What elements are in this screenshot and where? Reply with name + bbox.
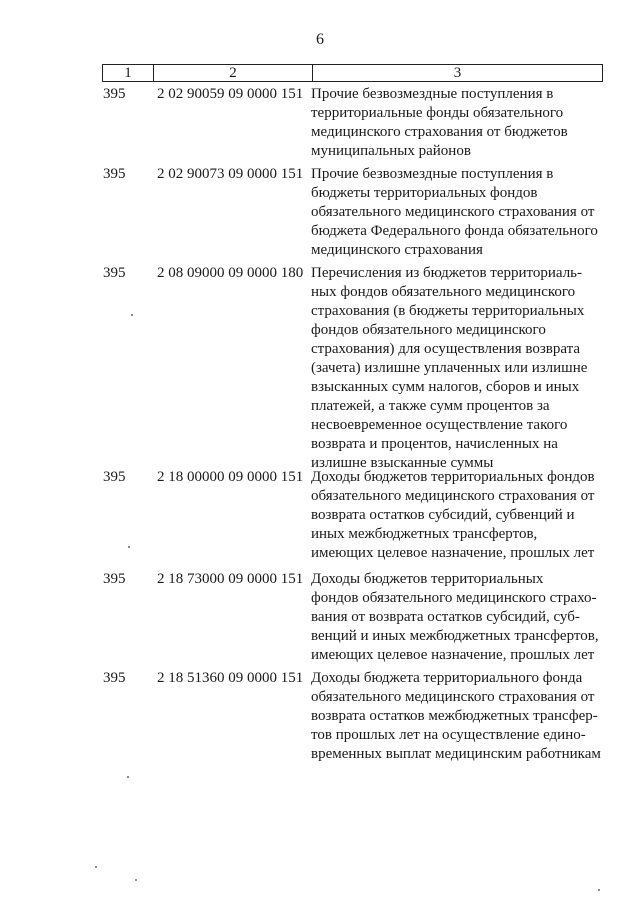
description-line: возврата и процентов, начисленных на <box>311 436 558 452</box>
description-line: Прочие безвозмездные поступления в <box>311 166 554 182</box>
admin-code: 395 <box>103 265 126 281</box>
description-line: несвоевременное осуществление такого <box>311 417 568 433</box>
description-line: страхования (в бюджеты территориальных <box>311 303 585 319</box>
budget-classification-code: 2 18 00000 09 0000 151 <box>157 469 304 485</box>
description-line: возврата остатков межбюджетных трансфер- <box>311 708 598 724</box>
admin-code: 395 <box>103 86 126 102</box>
column-header-1: 1 <box>103 65 154 82</box>
description-line: Прочие безвозмездные поступления в <box>311 86 554 102</box>
income-description <box>311 165 601 260</box>
description-line: иных межбюджетных трансфертов, <box>311 526 538 542</box>
scan-speck <box>131 314 133 316</box>
admin-code: 395 <box>103 469 126 485</box>
column-header-2: 2 <box>154 65 313 82</box>
scan-speck <box>95 866 97 868</box>
description-line: Перечисления из бюджетов территориаль- <box>311 265 583 281</box>
description-line: муниципальных районов <box>311 143 471 159</box>
description-line: имеющих целевое назначение, прошлых лет <box>311 647 595 663</box>
budget-classification-code: 2 18 73000 09 0000 151 <box>157 571 304 587</box>
column-header-table <box>102 64 603 82</box>
column-header-3: 3 <box>313 65 603 82</box>
description-line: платежей, а также сумм процентов за <box>311 398 550 414</box>
description-line: фондов обязательного медицинского страхо- <box>311 590 597 606</box>
description-line: страхования) для осуществления возврата <box>311 341 581 357</box>
description-line: Доходы бюджета территориального фонда <box>311 670 583 686</box>
scan-speck <box>135 879 137 881</box>
description-line: (зачета) излишне уплаченных или излишне <box>311 360 588 376</box>
scan-speck <box>598 889 600 891</box>
budget-classification-code: 2 18 51360 09 0000 151 <box>157 670 304 686</box>
description-line: обязательного медицинского страхования от <box>311 204 595 220</box>
description-line: территориальные фонды обязательного <box>311 105 564 121</box>
description-line: временных выплат медицинским работникам <box>311 746 601 762</box>
budget-classification-code: 2 08 09000 09 0000 180 <box>157 265 304 281</box>
description-line: возврата остатков субсидий, субвенций и <box>311 507 575 523</box>
description-line: ных фондов обязательного медицинского <box>311 284 576 300</box>
description-line: Доходы бюджетов территориальных <box>311 571 544 587</box>
income-description <box>311 468 601 563</box>
scan-speck <box>128 546 130 548</box>
scan-speck <box>127 776 129 778</box>
description-line: имеющих целевое назначение, прошлых лет <box>311 545 595 561</box>
budget-classification-code: 2 02 90073 09 0000 151 <box>157 166 304 182</box>
admin-code: 395 <box>103 571 126 587</box>
description-line: венций и иных межбюджетных трансфертов, <box>311 628 599 644</box>
description-line: фондов обязательного медицинского <box>311 322 546 338</box>
income-description <box>311 85 601 161</box>
page-number: 6 <box>316 31 324 48</box>
description-line: тов прошлых лет на осуществление едино- <box>311 727 586 743</box>
income-description <box>311 669 601 764</box>
description-line: медицинского страхования <box>311 242 483 258</box>
description-line: бюджета Федерального фонда обязательного <box>311 223 598 239</box>
description-line: обязательного медицинского страхования от <box>311 689 595 705</box>
income-description <box>311 264 601 473</box>
description-line: взысканных сумм налогов, сборов и иных <box>311 379 580 395</box>
admin-code: 395 <box>103 670 126 686</box>
description-line: медицинского страхования от бюджетов <box>311 124 568 140</box>
admin-code: 395 <box>103 166 126 182</box>
budget-classification-code: 2 02 90059 09 0000 151 <box>157 86 304 102</box>
description-line: вания от возврата остатков субсидий, суб- <box>311 609 580 625</box>
description-line: излишне взысканные суммы <box>311 455 494 471</box>
description-line: обязательного медицинского страхования от <box>311 488 595 504</box>
description-line: Доходы бюджетов территориальных фондов <box>311 469 595 485</box>
description-line: бюджеты территориальных фондов <box>311 185 538 201</box>
income-description <box>311 570 601 665</box>
